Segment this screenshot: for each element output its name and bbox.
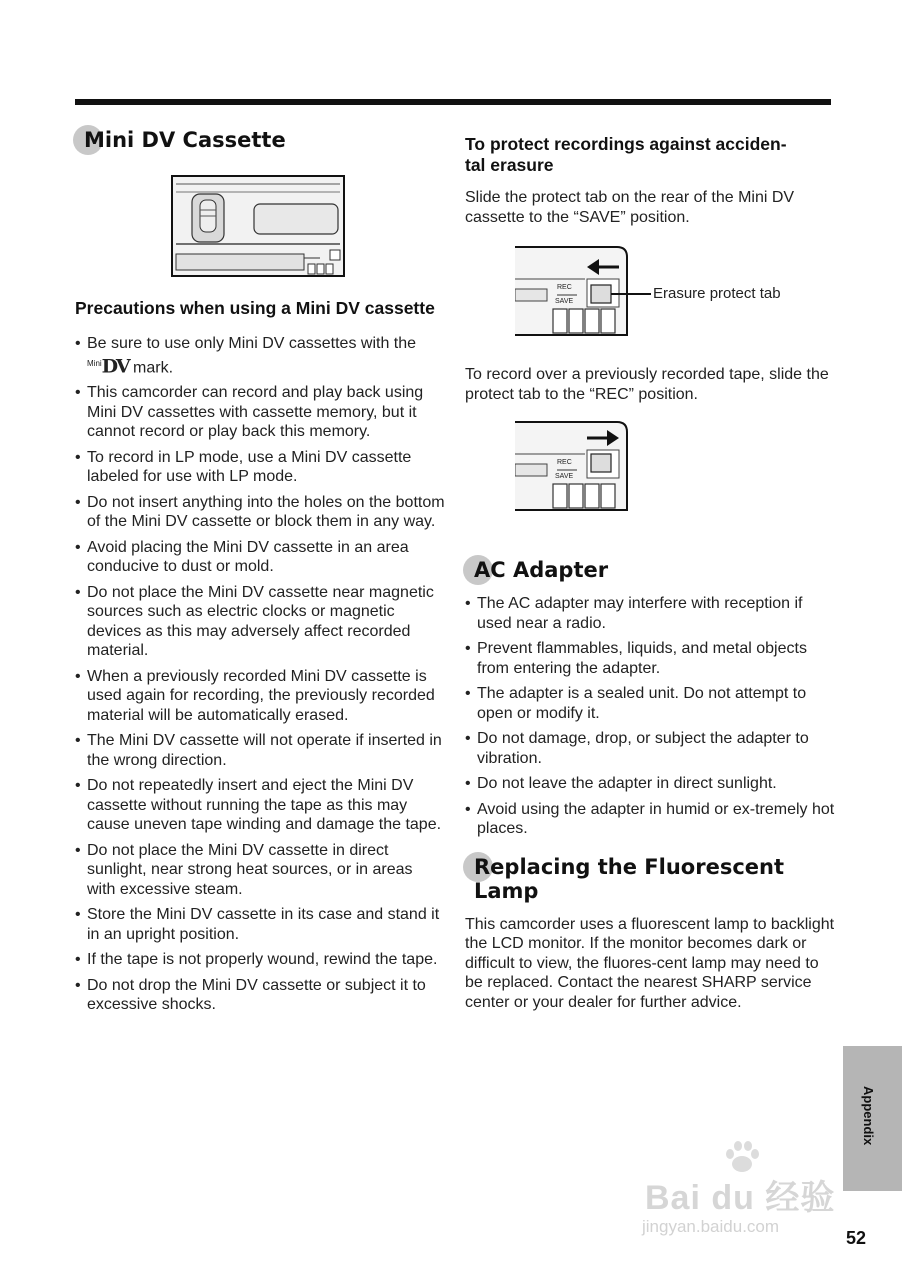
list-item: • Avoid placing the Mini DV cassette in an area conducive to dust or mold.: [75, 538, 445, 577]
list-item: • Avoid using the adapter in humid or ex-tremely hot places.: [465, 800, 835, 839]
protect-text: Slide the protect tab on the rear of the Mini DV cassette to the “SAVE” position.: [465, 189, 795, 226]
svg-text:REC: REC: [557, 459, 572, 466]
ac-adapter-list: [465, 594, 835, 839]
list-item: • When a previously recorded Mini DV cassette is used again for recording, the previously recorded material will be automatically erased.: [75, 667, 445, 726]
list-item: • The Mini DV cassette will not operate if inserted in the wrong direction.: [75, 731, 445, 770]
page-number: 52: [846, 1228, 867, 1248]
mini-dv-cassette-illustration: [170, 174, 346, 278]
protect-tab-rec-diagram: [465, 420, 835, 512]
protect-tab-save-diagram: [465, 245, 835, 337]
list-item: • Do not place the Mini DV cassette near magnetic sources such as electric clocks or magnetic devices as this may adversely affect recorded material.: [75, 583, 445, 661]
svg-text:REC: REC: [557, 284, 572, 291]
appendix-label: Appendix: [861, 1086, 876, 1146]
precautions-list: [75, 334, 445, 1015]
section-title-replacing-lamp: Replacing the Fluorescent Lamp: [465, 855, 835, 903]
watermark-brand: Bai du 经验: [645, 1179, 836, 1217]
baidu-watermark: [640, 1140, 840, 1240]
cassette-rear-rec-svg: [515, 420, 635, 512]
mini-dv-logo: $^{Mini}$DV: [87, 354, 129, 377]
left-column: [75, 128, 445, 1021]
list-item: • The AC adapter may interfere with reception if used near a radio.: [465, 594, 835, 633]
list-item: • Be sure to use only Mini DV cassettes with the $^{Mini}$DV mark.: [75, 334, 445, 377]
list-item: • Do not drop the Mini DV cassette or subject it to excessive shocks.: [75, 976, 445, 1015]
list-item: • Do not repeatedly insert and eject the Mini DV cassette without running the tape as this may cause uneven tape winding and damage the tape.: [75, 776, 445, 835]
top-rule: [75, 99, 831, 105]
cassette-rear-save-svg: [515, 245, 635, 337]
list-item: • The adapter is a sealed unit. Do not attempt to open or modify it.: [465, 684, 835, 723]
section-title-ac-adapter: AC Adapter: [465, 558, 835, 582]
svg-text:SAVE: SAVE: [555, 473, 574, 480]
list-item: • Prevent flammables, liquids, and metal objects from entering the adapter.: [465, 639, 835, 678]
list-item: • Store the Mini DV cassette in its case and stand it in an upright position.: [75, 905, 445, 944]
lamp-text: This camcorder uses a fluorescent lamp to backlight the LCD monitor. If the monitor becomes dark or difficult to view, the fluores-cent lamp may need to be replaced. Contact the nearest SHARP service center or your dealer for further advice.: [465, 915, 835, 1011]
record-over-text: To record over a previously recorded tape, slide the protect tab to the “REC” position.: [465, 366, 829, 403]
list-item: • Do not leave the adapter in direct sunlight.: [465, 774, 835, 794]
list-item: • To record in LP mode, use a Mini DV cassette labeled for use with LP mode.: [75, 448, 445, 487]
list-item: • Do not place the Mini DV cassette in direct sunlight, near strong heat sources, or in areas with excessive steam.: [75, 841, 445, 900]
list-item: • Do not insert anything into the holes on the bottom of the Mini DV cassette or block them in any way.: [75, 493, 445, 532]
section-title-mini-dv-cassette: Mini DV Cassette: [75, 128, 445, 152]
list-item: • Do not damage, drop, or subject the adapter to vibration.: [465, 729, 835, 768]
erasure-protect-tab-label: Erasure protect tab: [653, 285, 781, 302]
precautions-heading: Precautions when using a Mini DV cassette: [75, 298, 435, 318]
appendix-side-tab[interactable]: [843, 1046, 902, 1191]
watermark-url: jingyan.baidu.com: [642, 1217, 780, 1236]
list-item: • This camcorder can record and play back using Mini DV cassettes with cassette memory, but it cannot record or play back this memory.: [75, 383, 445, 442]
right-column: [465, 128, 835, 1012]
callout-line: [611, 293, 651, 295]
protect-heading: To protect recordings against acciden- tal erasure: [465, 134, 787, 175]
list-item: • If the tape is not properly wound, rewind the tape.: [75, 950, 445, 970]
svg-text:SAVE: SAVE: [555, 298, 574, 305]
